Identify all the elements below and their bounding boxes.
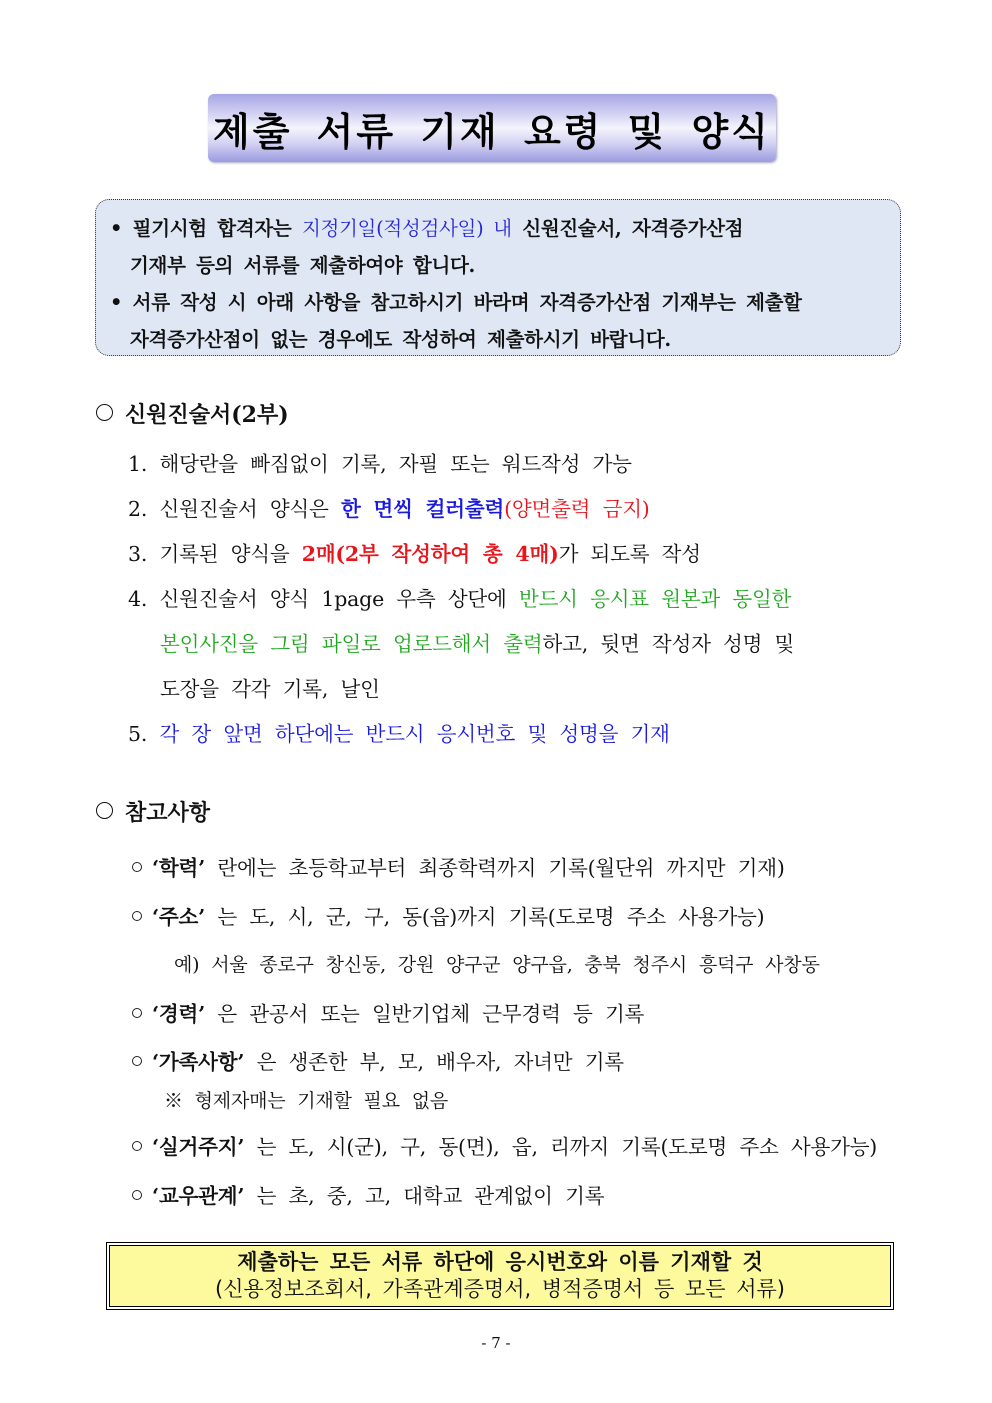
list-item-continuation: 도장을 각각 기록, 날인 bbox=[160, 677, 380, 701]
reminder-inner bbox=[109, 1245, 891, 1307]
note-item bbox=[132, 851, 785, 881]
page-number: - 7 - bbox=[481, 1334, 511, 1352]
notice-line bbox=[110, 210, 888, 247]
item-number: 5. bbox=[128, 722, 148, 746]
notice-line: 기재부 등의 서류를 제출하여야 합니다. bbox=[130, 254, 476, 277]
note-text: 는 초, 중, 고, 대학교 관계없이 기록 bbox=[244, 1184, 605, 1208]
section-title: 신원진술서(2부) bbox=[125, 402, 289, 428]
item-highlight-red: 2매(2부 작성하여 총 4매) bbox=[301, 542, 559, 566]
list-item-continuation bbox=[160, 627, 794, 657]
reminder-line-1: 제출하는 모든 서류 하단에 응시번호와 이름 기재할 것 bbox=[237, 1250, 763, 1274]
note-term: ‘주소’ bbox=[152, 905, 206, 929]
note-term: ‘실거주지’ bbox=[152, 1135, 245, 1159]
item-number: 2. bbox=[128, 497, 148, 521]
notice-highlight: 지정기일(적성검사일) 내 bbox=[301, 217, 512, 240]
small-circle-bullet-icon bbox=[132, 862, 142, 872]
list-item bbox=[128, 447, 632, 477]
item-highlight-green: 반드시 응시표 원본과 동일한 bbox=[518, 587, 792, 611]
note-item bbox=[132, 1045, 624, 1075]
circle-bullet-icon bbox=[96, 404, 113, 421]
item-text: 해당란을 빠짐없이 기록, 자필 또는 워드작성 가능 bbox=[159, 452, 632, 476]
note-term: ‘교우관계’ bbox=[152, 1184, 245, 1208]
note-text: 은 관공서 또는 일반기업체 근무경력 등 기록 bbox=[205, 1002, 645, 1026]
note-text: 는 도, 시(군), 구, 동(면), 읍, 리까지 기록(도로명 주소 사용가능) bbox=[244, 1135, 878, 1159]
note-item bbox=[132, 900, 764, 930]
list-item bbox=[128, 717, 670, 747]
notice-line: • 서류 작성 시 아래 사항을 참고하시기 바라며 자격증가산점 기재부는 제출할 bbox=[110, 291, 802, 314]
section-title: 참고사항 bbox=[125, 800, 211, 826]
circle-bullet-icon bbox=[96, 802, 113, 819]
small-circle-bullet-icon bbox=[132, 1190, 142, 1200]
note-example: 예) 서울 종로구 창신동, 강원 양구군 양구읍, 충북 청주시 흥덕구 사창동 bbox=[174, 954, 820, 976]
item-text: 가 되도록 작성 bbox=[558, 542, 701, 566]
notice-text: • 필기시험 합격자는 bbox=[110, 217, 302, 240]
small-circle-bullet-icon bbox=[132, 1141, 142, 1151]
note-text: 은 생존한 부, 모, 배우자, 자녀만 기록 bbox=[244, 1050, 624, 1074]
item-highlight-green: 본인사진을 그림 파일로 업로드해서 출력 bbox=[160, 632, 543, 656]
note-text: 는 도, 시, 군, 구, 동(읍)까지 기록(도로명 주소 사용가능) bbox=[205, 905, 765, 929]
item-text: 기록된 양식을 bbox=[159, 542, 302, 566]
note-text: 란에는 초등학교부터 최종학력까지 기록(월단위 까지만 기재) bbox=[205, 856, 785, 880]
item-number: 4. bbox=[128, 587, 148, 611]
note-term: ‘가족사항’ bbox=[152, 1050, 245, 1074]
notice-text: 신원진술서, 자격증가산점 bbox=[511, 217, 744, 240]
reminder-box bbox=[106, 1242, 894, 1310]
item-text: 하고, 뒷면 작성자 성명 및 bbox=[542, 632, 795, 656]
notice-box bbox=[95, 199, 901, 356]
note-term: ‘경력’ bbox=[152, 1002, 206, 1026]
note-term: ‘학력’ bbox=[152, 856, 206, 880]
section-heading-statement bbox=[96, 398, 289, 429]
note-item bbox=[132, 1130, 877, 1160]
list-item bbox=[128, 582, 791, 612]
notice-line: 자격증가산점이 없는 경우에도 작성하여 제출하시기 바랍니다. bbox=[130, 328, 671, 351]
note-remark: ※ 형제자매는 기재할 필요 없음 bbox=[164, 1090, 449, 1112]
item-highlight-blue: 한 면씩 컬러출력 bbox=[340, 497, 505, 521]
small-circle-bullet-icon bbox=[132, 1008, 142, 1018]
list-item bbox=[128, 537, 701, 567]
item-number: 1. bbox=[128, 452, 148, 476]
item-highlight-red: (양면출력 금지) bbox=[504, 497, 650, 521]
item-text: 신원진술서 양식은 bbox=[159, 497, 341, 521]
list-item bbox=[128, 492, 650, 522]
small-circle-bullet-icon bbox=[132, 911, 142, 921]
note-item bbox=[132, 1179, 604, 1209]
page-title: 제출 서류 기재 요령 및 양식 bbox=[213, 109, 771, 154]
title-banner bbox=[208, 94, 776, 162]
item-number: 3. bbox=[128, 542, 148, 566]
item-text: 신원진술서 양식 1page 우측 상단에 bbox=[159, 587, 519, 611]
note-item bbox=[132, 997, 644, 1027]
item-highlight-blue: 각 장 앞면 하단에는 반드시 응시번호 및 성명을 기재 bbox=[159, 722, 670, 746]
section-heading-notes bbox=[96, 796, 210, 827]
small-circle-bullet-icon bbox=[132, 1056, 142, 1066]
reminder-line-2: (신용정보조회서, 가족관계증명서, 병적증명서 등 모든 서류) bbox=[215, 1277, 785, 1301]
